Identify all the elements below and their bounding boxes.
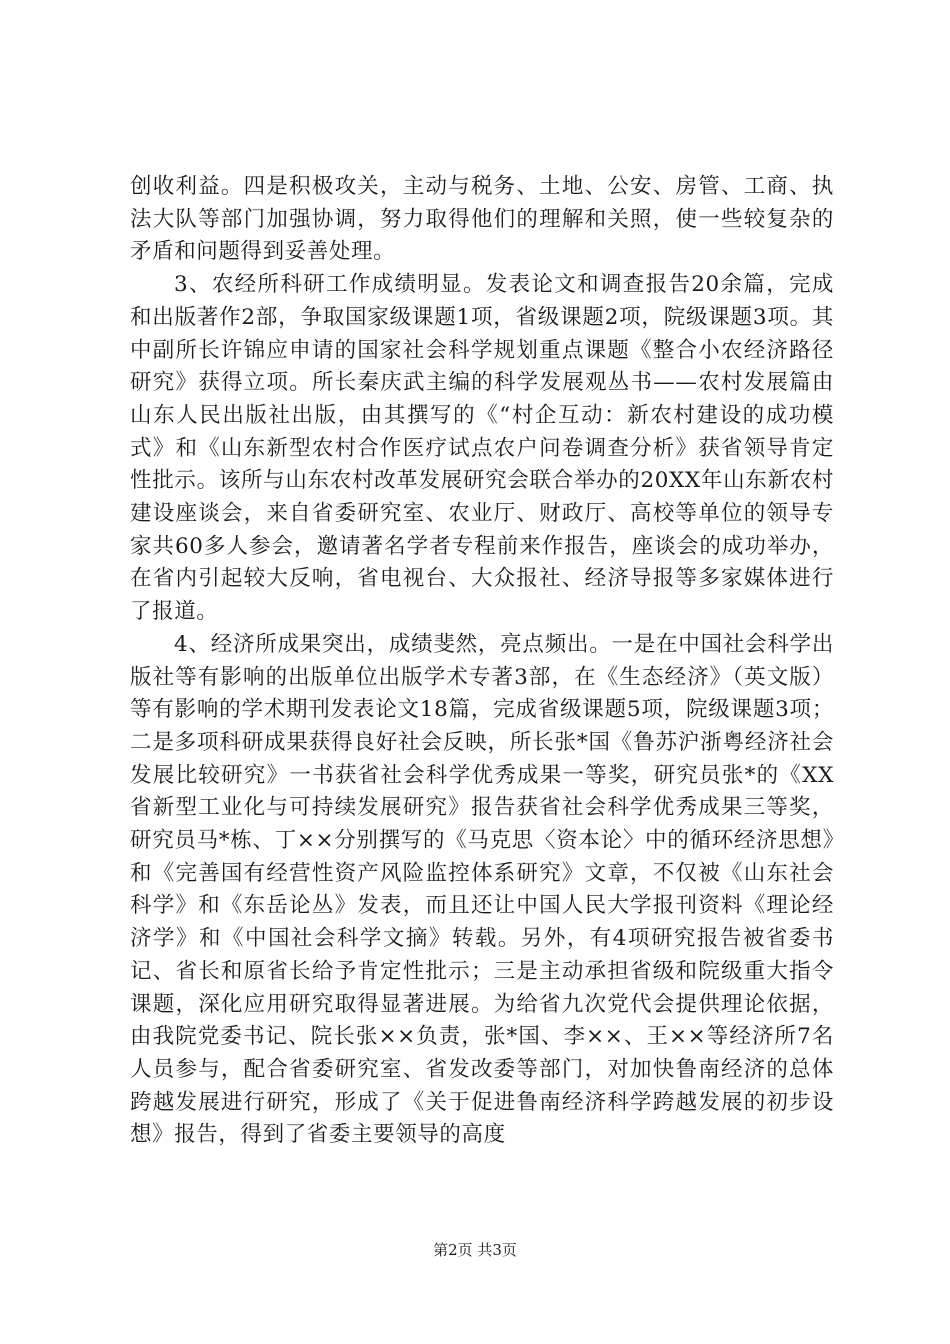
paragraph-economics-institute: 4、经济所成果突出，成绩斐然，亮点频出。一是在中国社会科学出版社等有影响的出版单位出版学术专著3部，在《生态经济》（英文版）等有影响的学术期刊发表论文18篇，完成省级课题5项，院级课题3项；二是多项科研成果获得良好社会反映，所长张*国《鲁苏沪浙粤经济社会发展比较研究》一书获省社会科学优秀成果一等奖，研究员张*的《XX省新型工业化与可持续发展研究》报告获省社会科学优秀成果三等奖，研究员马*栋、丁××分别撰写的《马克思〈资本论〉中的循环经济思想》和《完善国有经营性资产风险监控体系研究》文章，不仅被《山东社会科学》和《东岳论丛》发表，而且还让中国人民大学报刊资料《理论经济学》和《中国社会科学文摘》转载。另外，有4项研究报告被省委书记、省长和原省长给予肯定性批示；三是主动承担省级和院级重大指令课题，深化应用研究取得显著进展。为给省九次党代会提供理论依据，由我院党委书记、院长张××负责，张*国、李××、王××等经济所7名人员参与，配合省委研究室、省发改委等部门，对加快鲁南经济的总体跨越发展进行研究，形成了《关于促进鲁南经济科学跨越发展的初步设想》报告，得到了省委主要领导的高度: [130, 631, 834, 1148]
page-number-footer: 第2页 共3页: [433, 1241, 517, 1259]
document-body: [130, 171, 834, 1152]
paragraph-agri-economics-institute: 3、农经所科研工作成绩明显。发表论文和调查报告20余篇，完成和出版著作2部，争取国家级课题1项，省级课题2项，院级课题3项。其中副所长许锦应申请的国家社会科学规划重点课题《整合小农经济路径研究》获得立项。所长秦庆武主编的科学发展观丛书——农村发展篇由山东人民出版社出版，由其撰写的《“村企互动：新农村建设的成功模式》和《山东新型农村合作医疗试点农户问卷调查分析》获省领导肯定性批示。该所与山东农村改革发展研究会联合举办的20XX年山东新农村建设座谈会，来自省委研究室、农业厅、财政厅、高校等单位的领导专家共60多人参会，邀请著名学者专程前来作报告，座谈会的成功举办，在省内引起较大反响，省电视台、大众报社、经济导报等多家媒体进行了报道。: [130, 272, 834, 625]
paragraph-continuation: 创收利益。四是积极攻关，主动与税务、土地、公安、房管、工商、执法大队等部门加强协调，努力取得他们的理解和关照，使一些较复杂的矛盾和问题得到妥善处理。: [130, 174, 834, 265]
